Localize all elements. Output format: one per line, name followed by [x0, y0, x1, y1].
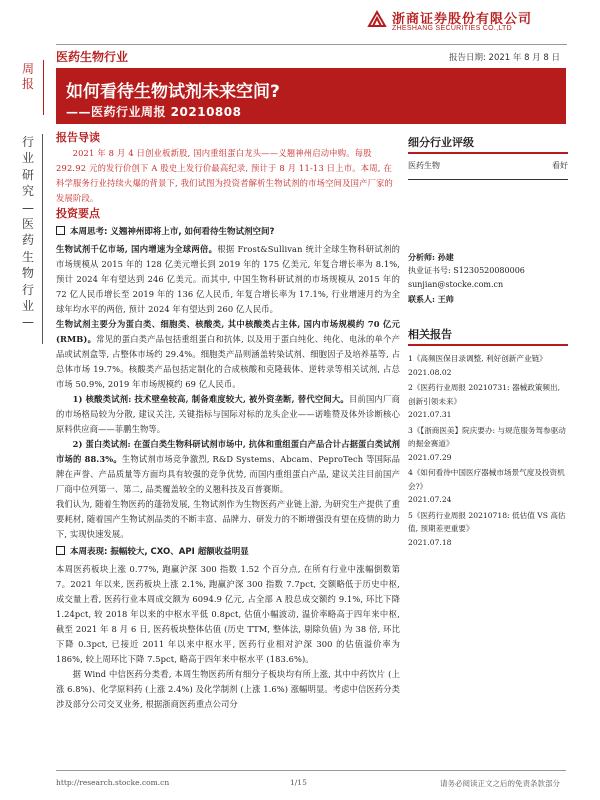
related-report-title[interactable]: 4《如何看待中国医疗器械市场景气度及投资机会?》	[408, 468, 565, 491]
paragraph-lead: 1) 核酸类试剂: 技术壁垒较高, 制备难度较大, 被外资垄断, 替代空间大。	[72, 394, 349, 404]
page-subtitle: ——医药行业周报 20210808	[66, 105, 242, 119]
rating-value: 看好	[552, 161, 568, 170]
bullet-square-icon	[56, 226, 65, 235]
guide-heading: 报告导读	[56, 131, 100, 144]
side-tag-weekly: 周报	[21, 62, 34, 91]
paragraph	[56, 437, 400, 497]
page-number: 1/15	[290, 778, 307, 787]
contact-person: 联系人: 王帅	[408, 294, 454, 304]
side-tag-category: 行业研究—医药生物行业—	[21, 135, 34, 330]
related-report-title[interactable]: 3《【浙商医美】院庆要办: 与规范服务驾参驱动的掘金赛道》	[408, 425, 566, 448]
analyst-email[interactable]: sunjian@stocke.com.cn	[408, 280, 504, 289]
related-report-date: 2021.07.18	[408, 537, 452, 547]
related-report-date: 2021.07.29	[408, 452, 452, 462]
paragraph-lead: 2) 蛋白类试剂: 在蛋白类生物科研试剂市场中, 抗体和重组蛋白产品合计占据蛋白类试剂市场的 88.3%。	[56, 439, 400, 464]
related-report[interactable]	[408, 352, 568, 379]
footer-divider	[56, 770, 566, 771]
header-divider	[56, 44, 567, 45]
paragraph	[56, 317, 400, 392]
related-report[interactable]	[408, 466, 568, 507]
related-report-date: 2021.07.24	[408, 495, 452, 504]
main-column	[56, 130, 400, 712]
analyst-license: 执业证书号: S1230520080006	[408, 266, 525, 275]
company-name-cn: 浙商证券股份有限公司	[392, 12, 533, 27]
paragraph: 本周医药板块上涨 0.77%, 跑赢沪深 300 指数 1.52 个百分点, 在所有行业中涨幅倒数第 7。2021 年以来, 医药板块上涨 2.1%, 跑赢沪深 300 指数 7.7pct, 交额略低于历史中枢, 成交量上看, 医药行业本周成交额为 6094.9 亿元, 占全部 A 股总成交额约 9.1%, 环比下降 1.24pct, 较 2018 年以来的中枢水平低 0.8pct, 估值小幅波动, 温价率略高于四年来中枢, 截至 2021 年 8 月 6 日, 医药板块整体估值 (历史 TTM, 整体法, 剔除负值) 为 38 倍, 环比下降 0.3pct, 已接近 2011 年以来中枢水平, 医药行业相对沪深 300 的估值溢价率为 186%, 较上周环比下降 7.5pct, 略高于四年来中枢水平 (183.6%)。	[56, 564, 400, 664]
footer-disclaimer: 请务必阅读正文之后的免责条款部分	[440, 779, 560, 788]
paragraph-body: 目前国内厂商的市场格局较为分散, 建议关注, 关键指标与国际对标的龙头企业——诺唯赞及体外诊断核心原料供应商——菲鹏生物等。	[56, 394, 400, 434]
bullet-text: 本周思考: 义翘神州即将上市, 如何看待生物试剂空间?	[70, 227, 275, 237]
rating-bottom-divider	[408, 179, 568, 180]
rating-row	[408, 160, 568, 171]
sidebar	[408, 134, 568, 551]
bullet-text: 本周表现: 振幅较大, CXO、API 超额收益明显	[70, 547, 249, 557]
related-heading: 相关报告	[408, 328, 452, 341]
related-report-title[interactable]: 2《医药行业周报 20210731: 器械政策频出, 创新引领未来》	[408, 383, 560, 406]
rating-heading: 细分行业评级	[408, 136, 474, 149]
footer-url[interactable]: http://research.stocke.com.cn	[56, 778, 170, 787]
logo-mark-icon	[367, 10, 387, 28]
related-report-title[interactable]: 5《医药行业周报 20210718: 低估值 VS 高估值, 预期差更重要》	[408, 510, 566, 533]
side-divider	[42, 134, 43, 344]
related-report[interactable]	[408, 381, 568, 422]
rating-sector: 医药生物	[408, 161, 440, 170]
paragraph	[56, 392, 400, 437]
bullet-weekly-thinking	[56, 224, 400, 240]
related-report-title[interactable]: 1《高频医保目录调整, 利好创新产业链》	[408, 354, 547, 363]
bullet-weekly-performance	[56, 544, 400, 560]
guide-text: 2021 年 8 月 4 日创业板新股, 国内重组蛋白龙头——义翘神州启动申购。每股 292.92 元的发行价创下 A 股史上发行价最高纪录, 预计于 8 月 11-13 日上市。本周, 在科学服务行业持续火爆的背景下, 我们试图为投资者解析生物试剂的市场空间及国产厂家的发展阶段。	[56, 148, 394, 203]
page-title: 如何看待生物试剂未来空间?	[66, 82, 280, 102]
paragraph: 我们认为, 随着生物医药的蓬勃发展, 生物试剂作为生物医药产业链上游, 为研究生产提供了重要耗材, 随着国产生物试剂品类的不断丰富、品牌力、研发力的不断增强没有望在疫情的助力下, 实现快速发展。	[56, 499, 400, 539]
paragraph	[56, 242, 400, 317]
paragraph: 据 Wind 中信医药分类看, 本周生物医药所有细分子板块均有所上涨, 其中中药饮片 (上涨 6.8%)、化学原料药 (上涨 2.4%) 及化学制剂 (上涨 1.6%) 涨幅明显。考虑中信医药分类涉及部分公司交叉业务, 根据浙商医药重点公司分	[56, 669, 400, 709]
paragraph-lead: 生物试剂主要分为蛋白类、细胞类、核酸类, 其中核酸类占主体, 国内市场规模约 70 亿元 (RMB)。	[56, 319, 400, 344]
related-report[interactable]	[408, 509, 568, 550]
side-divider-red	[43, 60, 44, 115]
paragraph-lead: 生物试剂千亿市场, 国内增速为全球两倍。	[56, 244, 218, 254]
related-report[interactable]	[408, 424, 568, 465]
company-name-en: ZHESHANG SECURITIES CO.,LTD	[392, 25, 512, 32]
points-heading: 投资要点	[56, 207, 100, 220]
related-list	[408, 352, 568, 549]
paragraph-body: 常见的蛋白类产品包括重组蛋白和抗体, 以及用于蛋白纯化、纯化、电泳的单个产品或试剂盒等, 占整体市场约 29.4%。细胞类产品则涵盖转染试剂、细胞因子及培养基等, 占总体市场 19.7%。核酸类产品包括定制化的合成核酸和克隆载体、逆转录等相关试剂, 占总市场 50.9%, 2019 年市场规模约 69 亿人民币。	[56, 334, 401, 389]
rating-divider	[408, 152, 568, 154]
analyst-name: 分析师: 孙建	[408, 252, 454, 262]
paragraph-body: 生物试剂市场竞争激烈, R&D Systems、Abcam、PeproTech 等国际品牌在声誉、产品质量等方面均具有较强的竞争优势, 而国内重组蛋白产品, 建议关注目前国产厂商中位列第一、第二, 品类覆盖较全的义翘科技及百普赛斯。	[56, 454, 400, 494]
bullet-square-icon	[56, 546, 65, 555]
related-report-date: 2021.07.31	[408, 410, 452, 419]
industry-label: 医药生物行业	[56, 50, 129, 64]
report-date: 报告日期: 2021 年 8 月 8 日	[448, 53, 560, 63]
paragraph-body: 根据 Frost&Sullivan 统计全球生物科研试剂的市场规模从 2015 年的 128 亿美元增长到 2019 年的 175 亿美元, 年复合增长率为 8.1%, 预计 2024 年有望达到 246 亿美元。而其中, 中国生物科研试剂的市场规模从 2015 年的 72 亿人民币增长至 2019 年的 136 亿人民币, 年复合增长率为 17.1%, 行业增速月约为全球年均水平的两倍, 预计 2024 年有望达到 260 亿人民币。	[56, 244, 401, 314]
related-divider	[408, 344, 568, 346]
related-report-date: 2021.08.02	[408, 367, 452, 377]
